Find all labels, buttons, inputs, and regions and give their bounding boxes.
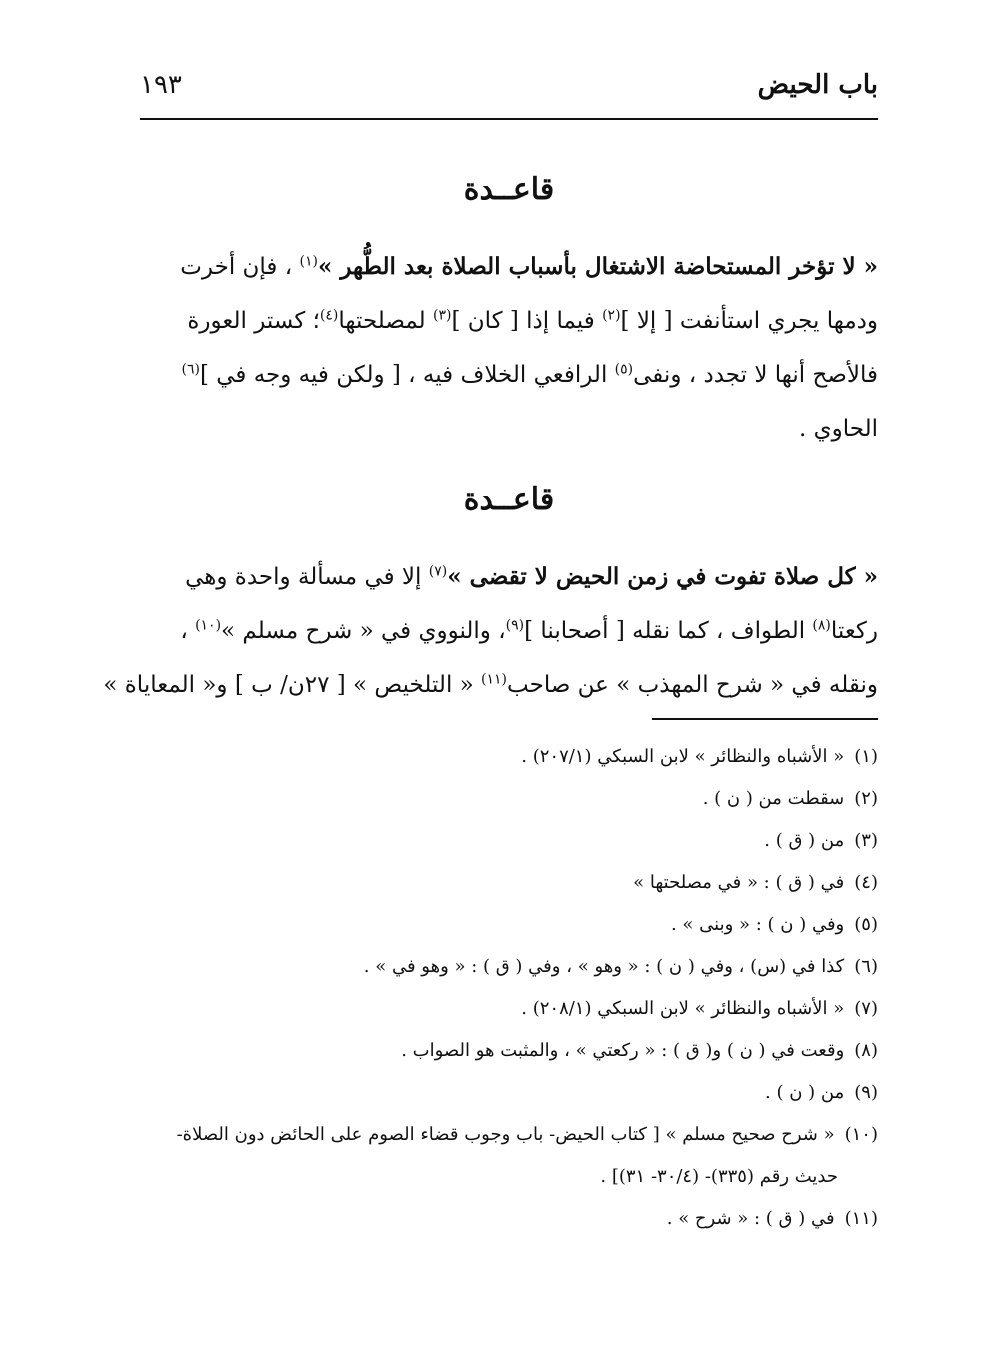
footnote [140,820,878,862]
text-run: ودمها يجري استأنفت [ إلا ] [620,308,878,334]
text-run: « التلخيص » [ ٢٧ن/ ب ] و« المعاياة » [103,672,482,698]
footnote-ref: (٣) [432,307,452,324]
section-heading-1: قاعــدة [463,172,555,207]
footnote [140,904,878,946]
footnote [140,1198,878,1240]
footnote-continuation [140,1156,878,1198]
footnote-ref: (١) [299,253,318,270]
footnotes [140,736,878,1240]
footnote-ref: (٧) [428,563,448,580]
footnote-ref: (٩) [505,617,525,634]
section-heading-2: قاعــدة [463,482,555,517]
footnote [140,988,878,1030]
footnote [140,946,878,988]
text-run: لمصلحتها [338,308,433,334]
footnote-text: من ( ن ) . [765,1082,845,1103]
paragraph-line [140,550,878,604]
footnote-number: (٩) [854,1082,878,1103]
footnote-number: (١٠) [844,1124,878,1145]
text-run: ، فإن أخرت [180,254,300,280]
text-run: ونقله في « شرح المهذب » عن صاحب [507,672,878,698]
footnote-number: (١) [854,746,878,767]
footnote-ref: (٥) [614,361,634,378]
footnote-text: سقطت من ( ن ) . [702,788,845,809]
footnote-text: « شرح صحيح مسلم » [ كتاب الحيض- باب وجوب قضاء الصوم على الحائض دون الصلاة- [176,1124,835,1145]
text-run: فالأصح أنها لا تجدد ، ونفى [633,362,878,388]
footnote [140,1114,878,1156]
text-run: فيما إذا [ كان ] [451,308,603,334]
running-title: باب الحيض [757,70,878,100]
paragraph-line [140,604,878,658]
footnote-text: كذا في (س) ، وفي ( ن ) : « وهو » ، وفي ( ق ) : « وهو في » . [363,956,845,977]
paragraph-line [140,240,878,294]
paragraph-line: الحاوي . [799,416,878,442]
footnote-number: (٤) [854,872,878,893]
section-2-paragraph [103,550,878,712]
footnote-ref: (٢) [602,307,621,324]
text-run: ، [180,618,196,644]
page-number: ١٩٣ [140,70,182,100]
footnote-ref: (١٠) [195,617,222,634]
footnote-text: من ( ق ) . [764,830,845,851]
footnote-ref: (١١) [481,671,508,688]
footnote-text: وفي ( ن ) : « وبنى » . [670,914,845,935]
footnote-number: (١١) [844,1208,878,1229]
text-run: الطواف ، كما نقله [ أصحابنا ] [524,618,813,644]
footnote [140,736,878,778]
footnote-text: في ( ق ) : « شرح » . [666,1208,835,1229]
footnote-number: (٥) [854,914,878,935]
footnote [140,1030,878,1072]
footnote-text: في ( ق ) : « في مصلحتها » [633,872,845,893]
footnote-text: وقعت في ( ن ) و( ق ) : « ركعتي » ، والمثبت هو الصواب . [401,1040,845,1061]
text-run: إلا في مسألة واحدة وهي [185,564,429,590]
footnote [140,862,878,904]
footnote-text: « الأشباه والنظائر » لابن السبكي (٢٠٨/١) . [521,998,845,1019]
text-run: ؛ كستر العورة [187,308,320,334]
footnote-number: (٣) [854,830,878,851]
text-run: ، والنووي في « شرح مسلم » [221,618,506,644]
paragraph-line [140,348,878,402]
page-header [140,62,878,120]
text-run: الرافعي الخلاف فيه ، [ ولكن فيه وجه في ] [199,362,615,388]
paragraph-line [103,658,878,712]
rule-quote: « كل صلاة تفوت في زمن الحيض لا تقضى » [447,563,878,590]
footnote-ref: (٨) [812,617,831,634]
footnote-divider [652,718,878,720]
footnote [140,778,878,820]
footnote-number: (٨) [854,1040,878,1061]
footnote-text: حديث رقم (٣٣٥)- (٣٠/٤- ٣١)] . [600,1166,838,1187]
footnote [140,1072,878,1114]
footnote-text: « الأشباه والنظائر » لابن السبكي (٢٠٧/١) . [521,746,845,767]
section-1-paragraph [140,240,878,456]
paragraph-line [140,294,878,348]
footnote-number: (٦) [854,956,878,977]
footnote-ref: (٤) [319,307,339,324]
rule-quote: « لا تؤخر المستحاضة الاشتغال بأسباب الصلاة بعد الطُّهر » [317,253,878,280]
footnote-number: (٧) [854,998,878,1019]
footnote-ref: (٦) [181,361,200,378]
footnote-number: (٢) [854,788,878,809]
text-run: ركعتا [830,618,878,644]
